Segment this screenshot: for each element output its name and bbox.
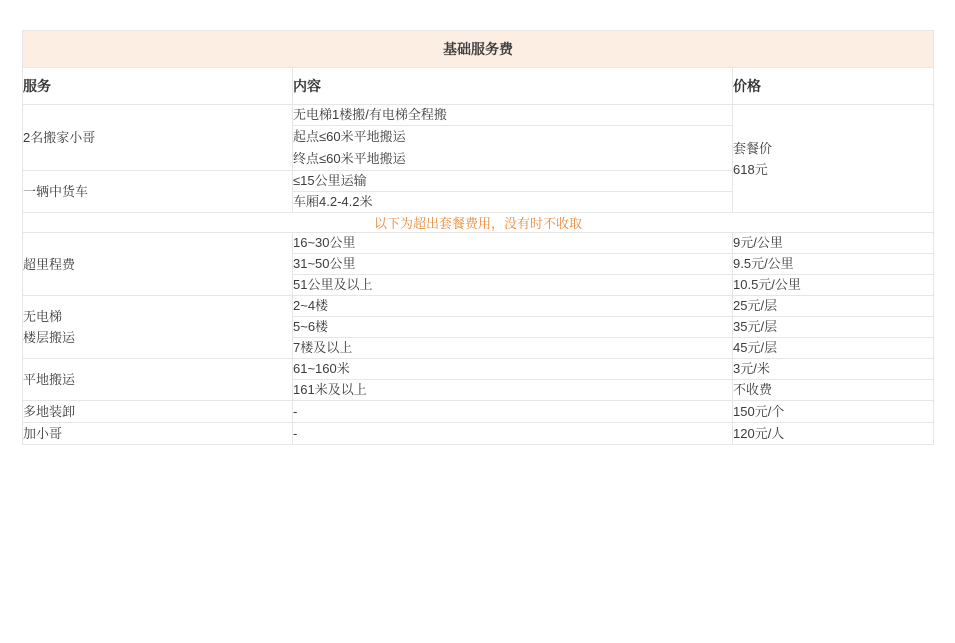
content-floors-7-plus: 7楼及以上 — [293, 338, 733, 359]
price-flat-161-plus: 不收费 — [733, 380, 934, 401]
content-flat-start: 起点≤60米平地搬运 — [293, 129, 406, 144]
service-flat-move: 平地搬运 — [23, 359, 293, 401]
extra-fee-note-row — [23, 213, 934, 233]
price-mileage-51-plus: 10.5元/公里 — [733, 275, 934, 296]
extra-fee-note: 以下为超出套餐费用，没有时不收取 — [23, 213, 934, 233]
service-over-mileage: 超里程费 — [23, 233, 293, 296]
service-truck: 一辆中货车 — [23, 171, 293, 213]
content-flat-161-plus: 161米及以上 — [293, 380, 733, 401]
content-flat-move — [293, 126, 733, 171]
package-price — [733, 105, 934, 213]
fee-table — [22, 30, 934, 445]
price-floors-5-6: 35元/层 — [733, 317, 934, 338]
price-mileage-31-50: 9.5元/公里 — [733, 254, 934, 275]
content-stairs: 无电梯1楼搬/有电梯全程搬 — [293, 105, 733, 126]
price-floors-7-plus: 45元/层 — [733, 338, 934, 359]
service-extra-worker: 加小哥 — [23, 423, 293, 445]
service-multi-site: 多地装卸 — [23, 401, 293, 423]
price-extra-worker: 120元/人 — [733, 423, 934, 445]
package-price-label: 套餐价 — [733, 140, 773, 156]
table-row — [23, 105, 934, 126]
header-price: 价格 — [733, 68, 934, 105]
content-flat-61-160: 61~160米 — [293, 359, 733, 380]
table-row — [23, 401, 934, 423]
content-mileage-31-50: 31~50公里 — [293, 254, 733, 275]
table-row — [23, 233, 934, 254]
package-price-value: 618元 — [733, 161, 768, 177]
content-cabin: 车厢4.2-4.2米 — [293, 192, 733, 213]
service-no-elevator-line2: 楼层搬运 — [23, 330, 76, 345]
content-floors-2-4: 2~4楼 — [293, 296, 733, 317]
table-row — [23, 423, 934, 445]
service-no-elevator-floors — [23, 296, 293, 359]
content-extra-worker: - — [293, 423, 733, 445]
price-multi-site: 150元/个 — [733, 401, 934, 423]
header-content: 内容 — [293, 68, 733, 105]
table-row — [23, 296, 934, 317]
table-header-row — [23, 68, 934, 105]
content-flat-end: 终点≤60米平地搬运 — [293, 151, 406, 166]
price-floors-2-4: 25元/层 — [733, 296, 934, 317]
content-multi-site: - — [293, 401, 733, 423]
header-service: 服务 — [23, 68, 293, 105]
price-flat-61-160: 3元/米 — [733, 359, 934, 380]
content-floors-5-6: 5~6楼 — [293, 317, 733, 338]
table-title-row — [23, 31, 934, 68]
price-mileage-16-30: 9元/公里 — [733, 233, 934, 254]
service-movers: 2名搬家小哥 — [23, 105, 293, 171]
table-row — [23, 359, 934, 380]
service-no-elevator-line1: 无电梯 — [23, 309, 63, 324]
content-mileage-16-30: 16~30公里 — [293, 233, 733, 254]
table-title: 基础服务费 — [23, 31, 934, 68]
content-distance: ≤15公里运输 — [293, 171, 733, 192]
content-mileage-51-plus: 51公里及以上 — [293, 275, 733, 296]
